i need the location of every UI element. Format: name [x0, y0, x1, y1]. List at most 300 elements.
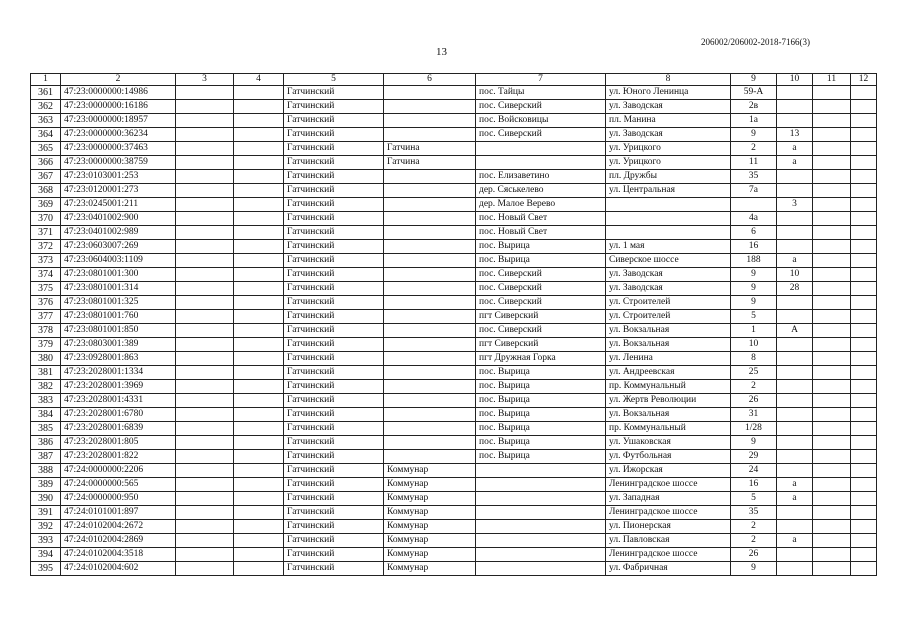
- house-number-cell: 9: [731, 296, 777, 310]
- col-11-cell: [813, 464, 851, 478]
- col-4-cell: [234, 86, 284, 100]
- building-cell: [777, 506, 813, 520]
- col-12-cell: [851, 296, 877, 310]
- street-cell: ул. Ушаковская: [606, 436, 731, 450]
- col-11-cell: [813, 310, 851, 324]
- col-3-cell: [176, 114, 234, 128]
- cadastral-number-cell: 47:23:2028001:6839: [61, 422, 176, 436]
- row-number-cell: 361: [31, 86, 61, 100]
- district-cell: Гатчинский: [284, 310, 384, 324]
- building-cell: [777, 184, 813, 198]
- col-4-cell: [234, 324, 284, 338]
- row-number-cell: 370: [31, 212, 61, 226]
- row-number-cell: 392: [31, 520, 61, 534]
- col-3-cell: [176, 534, 234, 548]
- table-row: [31, 366, 877, 380]
- street-cell: ул. 1 мая: [606, 240, 731, 254]
- district-cell: Гатчинский: [284, 394, 384, 408]
- cadastral-number-cell: 47:23:0801001:300: [61, 268, 176, 282]
- cadastral-number-cell: 47:24:0102004:3518: [61, 548, 176, 562]
- building-cell: [777, 450, 813, 464]
- col-11-cell: [813, 506, 851, 520]
- col-4-cell: [234, 198, 284, 212]
- table-row: [31, 142, 877, 156]
- table-row: [31, 240, 877, 254]
- col-4-cell: [234, 282, 284, 296]
- house-number-cell: 1а: [731, 114, 777, 128]
- district-cell: Гатчинский: [284, 240, 384, 254]
- street-cell: ул. Вокзальная: [606, 338, 731, 352]
- row-number-cell: 378: [31, 324, 61, 338]
- settlement-cell: пос. Сиверский: [476, 268, 606, 282]
- city-cell: [384, 338, 476, 352]
- district-cell: Гатчинский: [284, 170, 384, 184]
- col-11-cell: [813, 534, 851, 548]
- document-id: 206002/206002-2018-7166(3): [701, 37, 810, 47]
- row-number-cell: 371: [31, 226, 61, 240]
- col-12-cell: [851, 366, 877, 380]
- col-12-cell: [851, 464, 877, 478]
- district-cell: Гатчинский: [284, 198, 384, 212]
- col-12-cell: [851, 254, 877, 268]
- col-4-cell: [234, 562, 284, 576]
- col-12-cell: [851, 562, 877, 576]
- cadastral-number-cell: 47:23:0803001:389: [61, 338, 176, 352]
- district-cell: Гатчинский: [284, 422, 384, 436]
- col-12-cell: [851, 212, 877, 226]
- col-4-cell: [234, 478, 284, 492]
- building-cell: [777, 562, 813, 576]
- city-cell: Коммунар: [384, 562, 476, 576]
- settlement-cell: пос. Тайцы: [476, 86, 606, 100]
- col-3-cell: [176, 240, 234, 254]
- city-cell: [384, 408, 476, 422]
- settlement-cell: пос. Елизаветино: [476, 170, 606, 184]
- col-3-cell: [176, 562, 234, 576]
- street-cell: ул. Вокзальная: [606, 324, 731, 338]
- table-row: [31, 86, 877, 100]
- city-cell: [384, 198, 476, 212]
- district-cell: Гатчинский: [284, 226, 384, 240]
- col-11-cell: [813, 240, 851, 254]
- street-cell: пл. Дружбы: [606, 170, 731, 184]
- col-11-cell: [813, 100, 851, 114]
- building-cell: [777, 464, 813, 478]
- city-cell: [384, 352, 476, 366]
- column-header: 3: [176, 74, 234, 86]
- row-number-cell: 364: [31, 128, 61, 142]
- house-number-cell: 9: [731, 282, 777, 296]
- city-cell: [384, 226, 476, 240]
- table-row: [31, 450, 877, 464]
- house-number-cell: 1/28: [731, 422, 777, 436]
- city-cell: [384, 86, 476, 100]
- col-4-cell: [234, 240, 284, 254]
- col-3-cell: [176, 380, 234, 394]
- col-3-cell: [176, 142, 234, 156]
- house-number-cell: 10: [731, 338, 777, 352]
- table-row: [31, 254, 877, 268]
- cadastral-number-cell: 47:23:0801001:314: [61, 282, 176, 296]
- col-4-cell: [234, 394, 284, 408]
- table-row: [31, 114, 877, 128]
- column-header: 12: [851, 74, 877, 86]
- street-cell: ул. Заводская: [606, 100, 731, 114]
- house-number-cell: [731, 198, 777, 212]
- col-3-cell: [176, 156, 234, 170]
- row-number-cell: 377: [31, 310, 61, 324]
- house-number-cell: 9: [731, 128, 777, 142]
- street-cell: ул. Фабричная: [606, 562, 731, 576]
- settlement-cell: [476, 562, 606, 576]
- city-cell: [384, 240, 476, 254]
- city-cell: Коммунар: [384, 520, 476, 534]
- col-11-cell: [813, 408, 851, 422]
- cadastral-number-cell: 47:23:0801001:760: [61, 310, 176, 324]
- house-number-cell: 2в: [731, 100, 777, 114]
- street-cell: ул. Западная: [606, 492, 731, 506]
- row-number-cell: 395: [31, 562, 61, 576]
- building-cell: [777, 86, 813, 100]
- district-cell: Гатчинский: [284, 212, 384, 226]
- street-cell: ул. Юного Ленинца: [606, 86, 731, 100]
- column-header: 11: [813, 74, 851, 86]
- col-12-cell: [851, 450, 877, 464]
- district-cell: Гатчинский: [284, 450, 384, 464]
- house-number-cell: 25: [731, 366, 777, 380]
- building-cell: [777, 408, 813, 422]
- table-row: [31, 198, 877, 212]
- row-number-cell: 390: [31, 492, 61, 506]
- col-12-cell: [851, 100, 877, 114]
- settlement-cell: [476, 478, 606, 492]
- col-3-cell: [176, 436, 234, 450]
- district-cell: Гатчинский: [284, 282, 384, 296]
- building-cell: [777, 422, 813, 436]
- settlement-cell: пос. Вырица: [476, 366, 606, 380]
- col-11-cell: [813, 422, 851, 436]
- house-number-cell: 1: [731, 324, 777, 338]
- city-cell: [384, 100, 476, 114]
- settlement-cell: пос. Новый Свет: [476, 212, 606, 226]
- column-header: 6: [384, 74, 476, 86]
- building-cell: [777, 170, 813, 184]
- col-3-cell: [176, 254, 234, 268]
- settlement-cell: дер. Сяськелево: [476, 184, 606, 198]
- table-row: [31, 436, 877, 450]
- column-header: 2: [61, 74, 176, 86]
- col-3-cell: [176, 492, 234, 506]
- col-11-cell: [813, 212, 851, 226]
- col-4-cell: [234, 450, 284, 464]
- settlement-cell: дер. Малое Верево: [476, 198, 606, 212]
- column-header: 10: [777, 74, 813, 86]
- col-11-cell: [813, 450, 851, 464]
- col-11-cell: [813, 226, 851, 240]
- building-cell: [777, 366, 813, 380]
- district-cell: Гатчинский: [284, 506, 384, 520]
- settlement-cell: пос. Вырица: [476, 380, 606, 394]
- building-cell: [777, 436, 813, 450]
- col-12-cell: [851, 436, 877, 450]
- settlement-cell: [476, 156, 606, 170]
- building-cell: [777, 296, 813, 310]
- column-header: 7: [476, 74, 606, 86]
- col-12-cell: [851, 226, 877, 240]
- col-12-cell: [851, 548, 877, 562]
- city-cell: [384, 324, 476, 338]
- col-11-cell: [813, 548, 851, 562]
- building-cell: [777, 352, 813, 366]
- col-3-cell: [176, 324, 234, 338]
- col-11-cell: [813, 562, 851, 576]
- street-cell: ул. Строителей: [606, 310, 731, 324]
- col-4-cell: [234, 296, 284, 310]
- cadastral-number-cell: 47:23:0000000:16186: [61, 100, 176, 114]
- row-number-cell: 389: [31, 478, 61, 492]
- col-12-cell: [851, 492, 877, 506]
- col-12-cell: [851, 240, 877, 254]
- cadastral-number-cell: 47:23:0603007:269: [61, 240, 176, 254]
- house-number-cell: 5: [731, 492, 777, 506]
- col-11-cell: [813, 282, 851, 296]
- house-number-cell: 9: [731, 562, 777, 576]
- settlement-cell: пос. Вырица: [476, 254, 606, 268]
- column-header: 5: [284, 74, 384, 86]
- district-cell: Гатчинский: [284, 338, 384, 352]
- district-cell: Гатчинский: [284, 100, 384, 114]
- table-row: [31, 422, 877, 436]
- street-cell: ул. Ленина: [606, 352, 731, 366]
- district-cell: Гатчинский: [284, 268, 384, 282]
- settlement-cell: [476, 506, 606, 520]
- house-number-cell: 16: [731, 240, 777, 254]
- city-cell: [384, 282, 476, 296]
- col-3-cell: [176, 128, 234, 142]
- district-cell: Гатчинский: [284, 114, 384, 128]
- col-4-cell: [234, 226, 284, 240]
- building-cell: 13: [777, 128, 813, 142]
- city-cell: [384, 128, 476, 142]
- house-number-cell: 31: [731, 408, 777, 422]
- cadastral-number-cell: 47:23:2028001:822: [61, 450, 176, 464]
- col-12-cell: [851, 142, 877, 156]
- cadastral-number-cell: 47:24:0101001:897: [61, 506, 176, 520]
- col-4-cell: [234, 436, 284, 450]
- col-11-cell: [813, 254, 851, 268]
- col-3-cell: [176, 352, 234, 366]
- street-cell: ул. Жертв Революции: [606, 394, 731, 408]
- district-cell: Гатчинский: [284, 534, 384, 548]
- street-cell: ул. Заводская: [606, 128, 731, 142]
- house-number-cell: 9: [731, 436, 777, 450]
- col-12-cell: [851, 352, 877, 366]
- row-number-cell: 374: [31, 268, 61, 282]
- row-number-cell: 380: [31, 352, 61, 366]
- building-cell: 28: [777, 282, 813, 296]
- column-header: 4: [234, 74, 284, 86]
- col-12-cell: [851, 520, 877, 534]
- table-row: [31, 268, 877, 282]
- col-11-cell: [813, 338, 851, 352]
- col-11-cell: [813, 478, 851, 492]
- cadastral-number-cell: 47:23:2028001:1334: [61, 366, 176, 380]
- settlement-cell: пос. Сиверский: [476, 128, 606, 142]
- house-number-cell: 2: [731, 142, 777, 156]
- cadastral-number-cell: 47:23:0401002:900: [61, 212, 176, 226]
- col-11-cell: [813, 128, 851, 142]
- cadastral-number-cell: 47:24:0102004:602: [61, 562, 176, 576]
- cadastral-number-cell: 47:24:0000000:2206: [61, 464, 176, 478]
- settlement-cell: [476, 142, 606, 156]
- settlement-cell: пос. Вырица: [476, 450, 606, 464]
- city-cell: [384, 254, 476, 268]
- row-number-cell: 376: [31, 296, 61, 310]
- settlement-cell: пос. Вырица: [476, 408, 606, 422]
- street-cell: [606, 226, 731, 240]
- city-cell: [384, 184, 476, 198]
- building-cell: [777, 240, 813, 254]
- col-3-cell: [176, 310, 234, 324]
- col-11-cell: [813, 366, 851, 380]
- col-11-cell: [813, 394, 851, 408]
- col-4-cell: [234, 352, 284, 366]
- table-header-row: [31, 74, 877, 86]
- col-12-cell: [851, 268, 877, 282]
- table-row: [31, 520, 877, 534]
- table-row: [31, 464, 877, 478]
- cadastral-number-cell: 47:23:0801001:850: [61, 324, 176, 338]
- building-cell: [777, 114, 813, 128]
- city-cell: [384, 268, 476, 282]
- city-cell: [384, 450, 476, 464]
- house-number-cell: 8: [731, 352, 777, 366]
- district-cell: Гатчинский: [284, 366, 384, 380]
- col-12-cell: [851, 86, 877, 100]
- row-number-cell: 384: [31, 408, 61, 422]
- street-cell: ул. Андреевская: [606, 366, 731, 380]
- building-cell: [777, 380, 813, 394]
- col-11-cell: [813, 170, 851, 184]
- row-number-cell: 387: [31, 450, 61, 464]
- row-number-cell: 391: [31, 506, 61, 520]
- col-11-cell: [813, 492, 851, 506]
- table-row: [31, 100, 877, 114]
- table-row: [31, 338, 877, 352]
- cadastral-number-cell: 47:23:2028001:3969: [61, 380, 176, 394]
- street-cell: [606, 198, 731, 212]
- col-4-cell: [234, 142, 284, 156]
- district-cell: Гатчинский: [284, 520, 384, 534]
- street-cell: ул. Строителей: [606, 296, 731, 310]
- table-row: [31, 212, 877, 226]
- street-cell: Ленинградское шоссе: [606, 506, 731, 520]
- col-3-cell: [176, 338, 234, 352]
- building-cell: 3: [777, 198, 813, 212]
- cadastral-number-cell: 47:23:2028001:805: [61, 436, 176, 450]
- building-cell: а: [777, 492, 813, 506]
- col-11-cell: [813, 142, 851, 156]
- settlement-cell: пос. Новый Свет: [476, 226, 606, 240]
- col-4-cell: [234, 506, 284, 520]
- col-12-cell: [851, 184, 877, 198]
- cadastral-number-cell: 47:24:0000000:950: [61, 492, 176, 506]
- cadastral-number-cell: 47:23:0801001:325: [61, 296, 176, 310]
- building-cell: [777, 394, 813, 408]
- col-12-cell: [851, 478, 877, 492]
- settlement-cell: пос. Вырица: [476, 436, 606, 450]
- col-3-cell: [176, 408, 234, 422]
- cadastral-number-cell: 47:23:0000000:14986: [61, 86, 176, 100]
- col-3-cell: [176, 184, 234, 198]
- city-cell: [384, 170, 476, 184]
- row-number-cell: 372: [31, 240, 61, 254]
- row-number-cell: 388: [31, 464, 61, 478]
- cadastral-number-cell: 47:23:0245001:211: [61, 198, 176, 212]
- settlement-cell: пос. Сиверский: [476, 282, 606, 296]
- col-4-cell: [234, 128, 284, 142]
- street-cell: ул. Урицкого: [606, 142, 731, 156]
- building-cell: [777, 212, 813, 226]
- col-3-cell: [176, 548, 234, 562]
- house-number-cell: 7а: [731, 184, 777, 198]
- settlement-cell: пос. Сиверский: [476, 100, 606, 114]
- building-cell: а: [777, 156, 813, 170]
- cadastral-number-cell: 47:24:0000000:565: [61, 478, 176, 492]
- city-cell: [384, 436, 476, 450]
- cadastral-number-cell: 47:23:0000000:18957: [61, 114, 176, 128]
- district-cell: Гатчинский: [284, 254, 384, 268]
- col-11-cell: [813, 520, 851, 534]
- col-11-cell: [813, 296, 851, 310]
- col-12-cell: [851, 380, 877, 394]
- city-cell: Гатчина: [384, 142, 476, 156]
- house-number-cell: 2: [731, 520, 777, 534]
- row-number-cell: 363: [31, 114, 61, 128]
- col-12-cell: [851, 310, 877, 324]
- street-cell: пр. Коммунальный: [606, 422, 731, 436]
- col-11-cell: [813, 352, 851, 366]
- district-cell: Гатчинский: [284, 296, 384, 310]
- building-cell: А: [777, 324, 813, 338]
- cadastral-number-cell: 47:23:0120001:273: [61, 184, 176, 198]
- cadastral-number-cell: 47:23:0604003:1109: [61, 254, 176, 268]
- settlement-cell: [476, 464, 606, 478]
- cadastral-number-cell: 47:24:0102004:2672: [61, 520, 176, 534]
- settlement-cell: [476, 520, 606, 534]
- col-12-cell: [851, 156, 877, 170]
- city-cell: [384, 422, 476, 436]
- city-cell: [384, 394, 476, 408]
- col-12-cell: [851, 534, 877, 548]
- col-3-cell: [176, 394, 234, 408]
- row-number-cell: 381: [31, 366, 61, 380]
- col-11-cell: [813, 380, 851, 394]
- district-cell: Гатчинский: [284, 492, 384, 506]
- cadastral-number-cell: 47:23:0000000:36234: [61, 128, 176, 142]
- building-cell: [777, 310, 813, 324]
- row-number-cell: 367: [31, 170, 61, 184]
- col-4-cell: [234, 100, 284, 114]
- col-3-cell: [176, 282, 234, 296]
- house-number-cell: 59-А: [731, 86, 777, 100]
- city-cell: Гатчина: [384, 156, 476, 170]
- cadastral-number-cell: 47:24:0102004:2869: [61, 534, 176, 548]
- table-row: [31, 534, 877, 548]
- row-number-cell: 368: [31, 184, 61, 198]
- city-cell: Коммунар: [384, 492, 476, 506]
- district-cell: Гатчинский: [284, 408, 384, 422]
